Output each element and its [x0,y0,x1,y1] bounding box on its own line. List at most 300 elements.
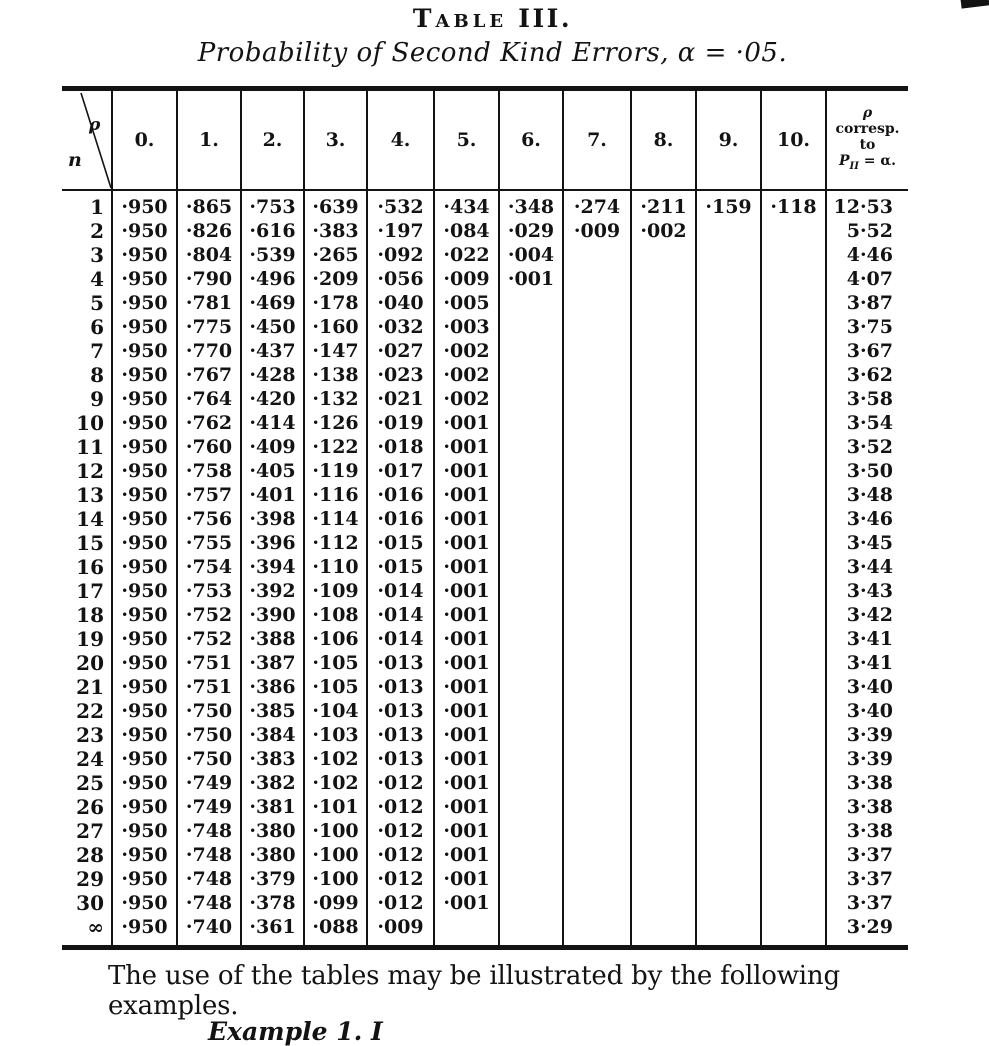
table-row [62,483,908,507]
rho-corresp-cell: 3·38 [826,819,908,843]
table-row [62,891,908,915]
value-cell-col6 [499,507,563,531]
value-cell-col3: ·103 [304,723,367,747]
value-cell-col9 [696,819,761,843]
rho-corresp-cell: 3·37 [826,891,908,915]
value-cell-col6 [499,891,563,915]
value-cell-col5: ·001 [434,435,499,459]
value-cell-col2: ·381 [241,795,304,819]
value-cell-col4: ·021 [367,387,434,411]
value-cell-col10 [761,627,826,651]
value-cell-col0: ·950 [112,699,177,723]
value-cell-col8 [631,267,696,291]
value-cell-col10 [761,723,826,747]
value-cell-col4: ·013 [367,699,434,723]
value-cell-col3: ·102 [304,771,367,795]
value-cell-col1: ·752 [177,603,241,627]
value-cell-col10 [761,219,826,243]
value-cell-col6 [499,315,563,339]
value-cell-col5: ·001 [434,459,499,483]
value-cell-col2: ·387 [241,651,304,675]
value-cell-col7 [563,531,631,555]
value-cell-col8 [631,747,696,771]
value-cell-col3: ·105 [304,651,367,675]
value-cell-col6 [499,363,563,387]
value-cell-col9 [696,723,761,747]
value-cell-col6 [499,339,563,363]
value-cell-col0: ·950 [112,483,177,507]
value-cell-col10 [761,243,826,267]
value-cell-col5: ·001 [434,747,499,771]
value-cell-col9 [696,891,761,915]
table-row [62,915,908,948]
table-row [62,190,908,219]
value-cell-col3: ·639 [304,190,367,219]
value-cell-col7 [563,843,631,867]
value-cell-col10 [761,579,826,603]
value-cell-col3: ·138 [304,363,367,387]
value-cell-col8 [631,819,696,843]
value-cell-col1: ·752 [177,627,241,651]
value-cell-col8 [631,363,696,387]
value-cell-col7 [563,699,631,723]
value-cell-col3: ·383 [304,219,367,243]
value-cell-col2: ·496 [241,267,304,291]
value-cell-col5: ·001 [434,411,499,435]
value-cell-col4: ·012 [367,795,434,819]
value-cell-col6: ·001 [499,267,563,291]
value-cell-col9 [696,411,761,435]
table-row [62,315,908,339]
col-header-6: 6. [499,89,563,191]
value-cell-col9 [696,387,761,411]
value-cell-col1: ·749 [177,771,241,795]
col-header-3: 3. [304,89,367,191]
value-cell-col5: ·084 [434,219,499,243]
value-cell-col4: ·019 [367,411,434,435]
value-cell-col0: ·950 [112,795,177,819]
value-cell-col9 [696,267,761,291]
n-cell: 21 [76,675,104,699]
value-cell-col8: ·002 [631,219,696,243]
value-cell-col3: ·104 [304,699,367,723]
value-cell-col5 [434,915,499,948]
value-cell-col2: ·384 [241,723,304,747]
value-cell-col5: ·001 [434,699,499,723]
footer-text: The use of the tables may be illustrated by the following examples. [108,961,840,1021]
rho-corresp-cell: 4·07 [826,267,908,291]
value-cell-col7 [563,267,631,291]
value-cell-col10 [761,507,826,531]
value-cell-col6 [499,843,563,867]
value-cell-col7 [563,387,631,411]
value-cell-col7 [563,339,631,363]
value-cell-col5: ·434 [434,190,499,219]
value-cell-col4: ·015 [367,531,434,555]
value-cell-col2: ·539 [241,243,304,267]
n-cell: 16 [76,555,104,579]
value-cell-col3: ·100 [304,867,367,891]
value-cell-col7 [563,315,631,339]
n-cell: ∞ [87,915,104,939]
value-cell-col5: ·001 [434,771,499,795]
value-cell-col0: ·950 [112,915,177,948]
value-cell-col0: ·950 [112,771,177,795]
table-row [62,243,908,267]
n-cell: 30 [76,891,104,915]
value-cell-col8 [631,531,696,555]
value-cell-col4: ·013 [367,747,434,771]
value-cell-col4: ·040 [367,291,434,315]
value-cell-col7 [563,459,631,483]
value-cell-col1: ·770 [177,339,241,363]
header-row [62,89,908,191]
value-cell-col10 [761,363,826,387]
value-cell-col3: ·110 [304,555,367,579]
value-cell-col5: ·001 [434,603,499,627]
value-cell-col3: ·126 [304,411,367,435]
value-cell-col0: ·950 [112,651,177,675]
value-cell-col1: ·748 [177,819,241,843]
rho-corresp-cell: 3·39 [826,723,908,747]
value-cell-col4: ·014 [367,603,434,627]
value-cell-col9 [696,243,761,267]
value-cell-col0: ·950 [112,603,177,627]
value-cell-col2: ·382 [241,771,304,795]
n-cell: 9 [90,387,104,411]
value-cell-col0: ·950 [112,531,177,555]
value-cell-col3: ·108 [304,603,367,627]
value-cell-col4: ·092 [367,243,434,267]
value-cell-col4: ·197 [367,219,434,243]
value-cell-col9 [696,651,761,675]
n-cell: 24 [76,747,104,771]
rho-corresp-cell: 3·62 [826,363,908,387]
value-cell-col9 [696,699,761,723]
value-cell-col10: ·118 [761,190,826,219]
value-cell-col3: ·102 [304,747,367,771]
value-cell-col4: ·018 [367,435,434,459]
value-cell-col6 [499,771,563,795]
col-header-4: 4. [367,89,434,191]
rho-corresp-cell: 3·37 [826,843,908,867]
value-cell-col8 [631,867,696,891]
value-cell-col6 [499,579,563,603]
value-cell-col5: ·001 [434,531,499,555]
table-row [62,555,908,579]
statistical-table [62,86,908,950]
rho-corresp-cell: 3·67 [826,339,908,363]
n-cell: 13 [76,483,104,507]
value-cell-col8 [631,891,696,915]
value-cell-col5: ·001 [434,627,499,651]
value-cell-col9 [696,315,761,339]
value-cell-col10 [761,819,826,843]
value-cell-col6 [499,483,563,507]
value-cell-col4: ·023 [367,363,434,387]
value-cell-col8 [631,699,696,723]
value-cell-col10 [761,771,826,795]
rho-corresp-cell: 3·45 [826,531,908,555]
rho-header-line2: corresp. [835,121,900,138]
value-cell-col7 [563,747,631,771]
value-cell-col10 [761,867,826,891]
value-cell-col3: ·119 [304,459,367,483]
n-cell: 18 [76,603,104,627]
rho-corresp-cell: 3·38 [826,771,908,795]
rho-corresp-cell: 3·58 [826,387,908,411]
value-cell-col7 [563,891,631,915]
value-cell-col5: ·009 [434,267,499,291]
col-header-8: 8. [631,89,696,191]
rho-corresp-cell: 3·52 [826,435,908,459]
rho-corresp-cell: 3·44 [826,555,908,579]
table-title-number: III. [518,4,573,33]
rho-corresp-cell: 4·46 [826,243,908,267]
value-cell-col0: ·950 [112,891,177,915]
value-cell-col0: ·950 [112,219,177,243]
value-cell-col7 [563,627,631,651]
value-cell-col1: ·762 [177,411,241,435]
value-cell-col8 [631,483,696,507]
value-cell-col1: ·758 [177,459,241,483]
rho-corresp-cell: 3·46 [826,507,908,531]
value-cell-col4: ·013 [367,675,434,699]
value-cell-col4: ·012 [367,843,434,867]
value-cell-col0: ·950 [112,190,177,219]
corner-cell [62,89,112,191]
rho-corresp-cell: 3·43 [826,579,908,603]
value-cell-col0: ·950 [112,579,177,603]
table-row [62,363,908,387]
value-cell-col1: ·804 [177,243,241,267]
value-cell-col10 [761,315,826,339]
rho-corresp-cell: 3·54 [826,411,908,435]
rho-corresp-cell: 3·87 [826,291,908,315]
value-cell-col7 [563,411,631,435]
value-cell-col6 [499,819,563,843]
value-cell-col3: ·109 [304,579,367,603]
value-cell-col6 [499,723,563,747]
rho-corresp-cell: 3·29 [826,915,908,948]
n-cell: 25 [76,771,104,795]
value-cell-col7 [563,795,631,819]
value-cell-col1: ·756 [177,507,241,531]
n-cell: 5 [90,291,104,315]
rho-corresp-cell: 12·53 [826,190,908,219]
value-cell-col8 [631,915,696,948]
n-cell: 23 [76,723,104,747]
value-cell-col2: ·401 [241,483,304,507]
value-cell-col2: ·383 [241,747,304,771]
value-cell-col4: ·012 [367,891,434,915]
value-cell-col5: ·001 [434,579,499,603]
value-cell-col9 [696,843,761,867]
table-row [62,219,908,243]
value-cell-col7 [563,723,631,747]
value-cell-col2: ·414 [241,411,304,435]
value-cell-col1: ·750 [177,699,241,723]
value-cell-col2: ·450 [241,315,304,339]
value-cell-col8: ·211 [631,190,696,219]
rho-header-formula: $P_{II} = \alpha$. [838,153,897,172]
n-cell: 4 [90,267,104,291]
rho-corresp-cell: 3·40 [826,699,908,723]
value-cell-col8 [631,843,696,867]
table-row [62,435,908,459]
table-row [62,339,908,363]
table-row [62,459,908,483]
value-cell-col2: ·405 [241,459,304,483]
value-cell-col6 [499,603,563,627]
value-cell-col10 [761,531,826,555]
value-cell-col4: ·056 [367,267,434,291]
corner-n-label: n [68,149,82,171]
value-cell-col6 [499,435,563,459]
table-row [62,267,908,291]
value-cell-col4: ·532 [367,190,434,219]
value-cell-col4: ·015 [367,555,434,579]
value-cell-col9 [696,579,761,603]
value-cell-col3: ·147 [304,339,367,363]
value-cell-col8 [631,411,696,435]
value-cell-col6 [499,699,563,723]
rho-corresp-cell: 5·52 [826,219,908,243]
value-cell-col5: ·001 [434,891,499,915]
n-cell: 3 [90,243,104,267]
value-cell-col7 [563,915,631,948]
value-cell-col4: ·012 [367,867,434,891]
n-cell: 19 [76,627,104,651]
value-cell-col3: ·112 [304,531,367,555]
value-cell-col3: ·132 [304,387,367,411]
value-cell-col10 [761,915,826,948]
rho-corresp-cell: 3·48 [826,483,908,507]
value-cell-col10 [761,267,826,291]
value-cell-col5: ·001 [434,723,499,747]
n-cell: 22 [76,699,104,723]
value-cell-col5: ·002 [434,363,499,387]
value-cell-col8 [631,795,696,819]
value-cell-col8 [631,723,696,747]
value-cell-col1: ·781 [177,291,241,315]
value-cell-col9 [696,747,761,771]
value-cell-col7: ·009 [563,219,631,243]
table-row [62,795,908,819]
value-cell-col10 [761,459,826,483]
value-cell-col0: ·950 [112,339,177,363]
table-row [62,819,908,843]
value-cell-col1: ·748 [177,891,241,915]
table-row [62,531,908,555]
value-cell-col4: ·009 [367,915,434,948]
value-cell-col10 [761,291,826,315]
n-cell: 15 [76,531,104,555]
value-cell-col9 [696,291,761,315]
value-cell-col0: ·950 [112,747,177,771]
value-cell-col2: ·420 [241,387,304,411]
value-cell-col9 [696,435,761,459]
value-cell-col6 [499,555,563,579]
col-header-0: 0. [112,89,177,191]
value-cell-col10 [761,747,826,771]
value-cell-col8 [631,507,696,531]
n-cell: 12 [76,459,104,483]
value-cell-col2: ·378 [241,891,304,915]
value-cell-col0: ·950 [112,555,177,579]
n-cell: 26 [76,795,104,819]
value-cell-col10 [761,339,826,363]
value-cell-col6 [499,531,563,555]
value-cell-col1: ·754 [177,555,241,579]
value-cell-col1: ·865 [177,190,241,219]
value-cell-col4: ·014 [367,579,434,603]
value-cell-col9 [696,459,761,483]
rho-corresp-cell: 3·42 [826,603,908,627]
value-cell-col7 [563,771,631,795]
value-cell-col2: ·398 [241,507,304,531]
value-cell-col6 [499,867,563,891]
value-cell-col0: ·950 [112,819,177,843]
value-cell-col9 [696,915,761,948]
value-cell-col5: ·001 [434,507,499,531]
table-row [62,579,908,603]
table-row [62,747,908,771]
value-cell-col3: ·116 [304,483,367,507]
value-cell-col2: ·392 [241,579,304,603]
value-cell-col3: ·114 [304,507,367,531]
value-cell-col5: ·001 [434,675,499,699]
value-cell-col4: ·032 [367,315,434,339]
value-cell-col1: ·751 [177,675,241,699]
rho-corresp-cell: 3·39 [826,747,908,771]
value-cell-col5: ·002 [434,339,499,363]
n-cell: 7 [90,339,104,363]
value-cell-col7 [563,675,631,699]
value-cell-col7 [563,483,631,507]
value-cell-col1: ·757 [177,483,241,507]
value-cell-col0: ·950 [112,411,177,435]
value-cell-col7 [563,291,631,315]
value-cell-col10 [761,795,826,819]
value-cell-col9 [696,627,761,651]
table-row [62,291,908,315]
value-cell-col7 [563,651,631,675]
value-cell-col2: ·469 [241,291,304,315]
value-cell-col9 [696,675,761,699]
value-cell-col8 [631,555,696,579]
value-cell-col0: ·950 [112,267,177,291]
table-row [62,699,908,723]
diagonal-divider-icon [62,91,112,189]
value-cell-col7 [563,507,631,531]
value-cell-col0: ·950 [112,507,177,531]
value-cell-col2: ·380 [241,843,304,867]
rho-corresp-cell: 3·41 [826,627,908,651]
table-row [62,675,908,699]
value-cell-col1: ·751 [177,651,241,675]
value-cell-col2: ·616 [241,219,304,243]
value-cell-col2: ·437 [241,339,304,363]
probability-table [62,86,908,950]
value-cell-col8 [631,651,696,675]
value-cell-col3: ·265 [304,243,367,267]
value-cell-col1: ·740 [177,915,241,948]
value-cell-col5: ·003 [434,315,499,339]
value-cell-col8 [631,291,696,315]
n-cell: 11 [76,435,104,459]
table-subtitle: Probability of Second Kind Errors, α = ·05. [197,38,788,68]
